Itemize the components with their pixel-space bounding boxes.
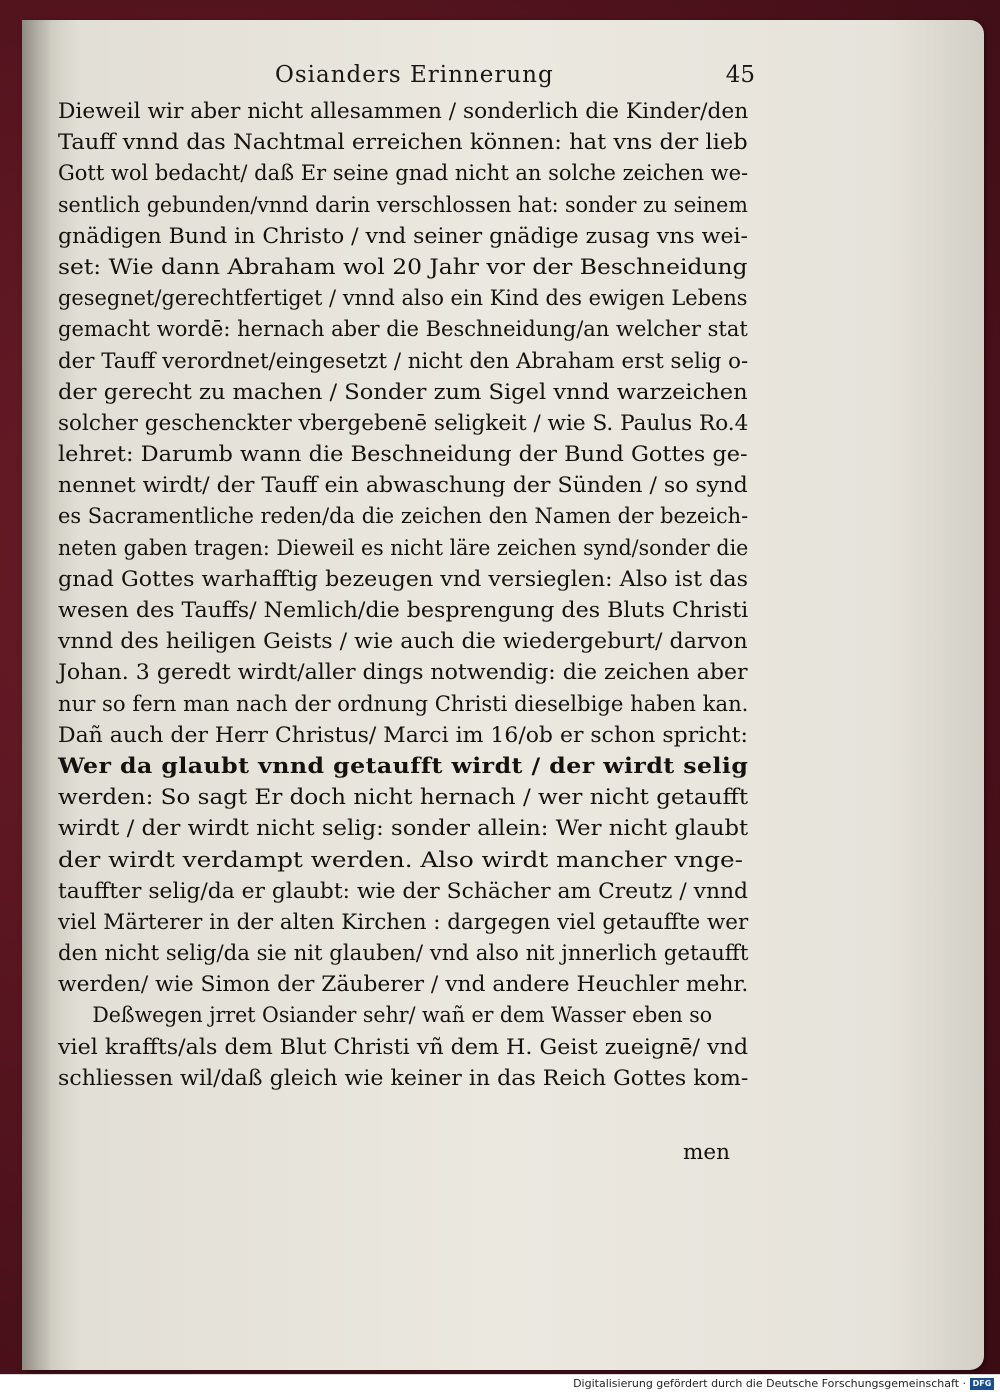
body-text	[58, 96, 748, 1094]
digitization-footer	[0, 1374, 1000, 1394]
text-line: gesegnet/gerechtfertiget / vnnd also ein Kind des ewigen Lebens	[58, 286, 748, 312]
text-line: der wirdt verdampt werden. Also wirdt mancher vnge-	[58, 847, 744, 873]
page-gutter-shadow	[22, 20, 52, 1370]
text-line: der Tauff verordnet/eingesetzt / nicht den Abraham erst selig o-	[58, 348, 749, 374]
text-line: viel kraffts/als dem Blut Christi vñ dem H. Geist zueignē/ vnd	[58, 1034, 749, 1060]
text-line: solcher geschenckter vbergebenē seligkeit / wie S. Paulus Ro.4	[58, 410, 749, 436]
text-line: lehret: Darumb wann die Beschneidung der Bund Gottes ge-	[58, 442, 748, 468]
funding-notice: Digitalisierung gefördert durch die Deutsche Forschungsgemeinschaft ·	[573, 1377, 966, 1390]
text-line: Tauff vnnd das Nachtmal erreichen können: hat vns der lieb	[58, 130, 748, 156]
page-number: 45	[725, 62, 755, 88]
text-line: schliessen wil/daß gleich wie keiner in das Reich Gottes kom-	[58, 1065, 749, 1091]
text-line: Wer da glaubt vnnd getaufft wirdt / der wirdt selig	[58, 753, 749, 779]
text-line: viel Märterer in der alten Kirchen : dargegen viel getauffte wer	[58, 909, 749, 935]
text-line: Gott wol bedacht/ daß Er seine gnad nicht an solche zeichen we-	[58, 161, 749, 187]
text-line: vnnd des heiligen Geists / wie auch die wiedergeburt/ darvon	[58, 629, 748, 655]
page-header	[275, 62, 755, 94]
text-line: Johan. 3 geredt wirdt/aller dings notwendig: die zeichen aber	[58, 660, 748, 686]
text-line: Deßwegen jrret Osiander sehr/ wañ er dem Wasser eben so	[92, 1003, 713, 1029]
text-line: gnad Gottes warhafftig bezeugen vnd versieglen: Also ist das	[58, 566, 749, 592]
text-line: werden: So sagt Er doch nicht hernach / wer nicht getaufft	[58, 785, 749, 811]
text-line: werden/ wie Simon der Zäuberer / vnd andere Heuchler mehr.	[58, 972, 749, 998]
text-line: wesen des Tauffs/ Nemlich/die besprengung des Bluts Christi	[58, 598, 749, 623]
text-line: nur so fern man nach der ordnung Christi dieselbige haben kan.	[58, 691, 749, 717]
text-line: sentlich gebunden/vnnd darin verschlossen hat: sonder zu seinem	[58, 192, 748, 218]
text-line: nennet wirdt/ der Tauff ein abwaschung der Sünden / so synd	[58, 473, 748, 499]
text-line: set: Wie dann Abraham wol 20 Jahr vor der Beschneidung	[58, 254, 748, 280]
text-line: es Sacramentliche reden/da die zeichen den Namen der bezeich-	[58, 504, 749, 530]
text-line: gnädigen Bund in Christo / vnd seiner gnädige zusag vns wei-	[58, 223, 748, 249]
running-title: Osianders Erinnerung	[275, 62, 554, 88]
text-line: gemacht wordē: hernach aber die Beschneidung/an welcher stat	[58, 317, 748, 343]
text-line: neten gaben tragen: Dieweil es nicht läre zeichen synd/sonder die	[58, 535, 749, 561]
dfg-logo: DFG	[970, 1378, 994, 1390]
text-line: tauffter selig/da er glaubt: wie der Schächer am Creutz / vnnd	[58, 878, 749, 904]
text-line: den nicht selig/da sie nit glauben/ vnd also nit jnnerlich getaufft	[58, 941, 749, 967]
text-line: der gerecht zu machen / Sonder zum Sigel vnnd warzeichen	[58, 379, 748, 405]
catchword: men	[683, 1140, 730, 1165]
text-line: wirdt / der wirdt nicht selig: sonder allein: Wer nicht glaubt	[58, 816, 749, 842]
text-line: Dañ auch der Herr Christus/ Marci im 16/ob er schon spricht:	[58, 722, 748, 748]
text-line: Dieweil wir aber nicht allesammen / sonderlich die Kinder/den	[58, 99, 749, 124]
